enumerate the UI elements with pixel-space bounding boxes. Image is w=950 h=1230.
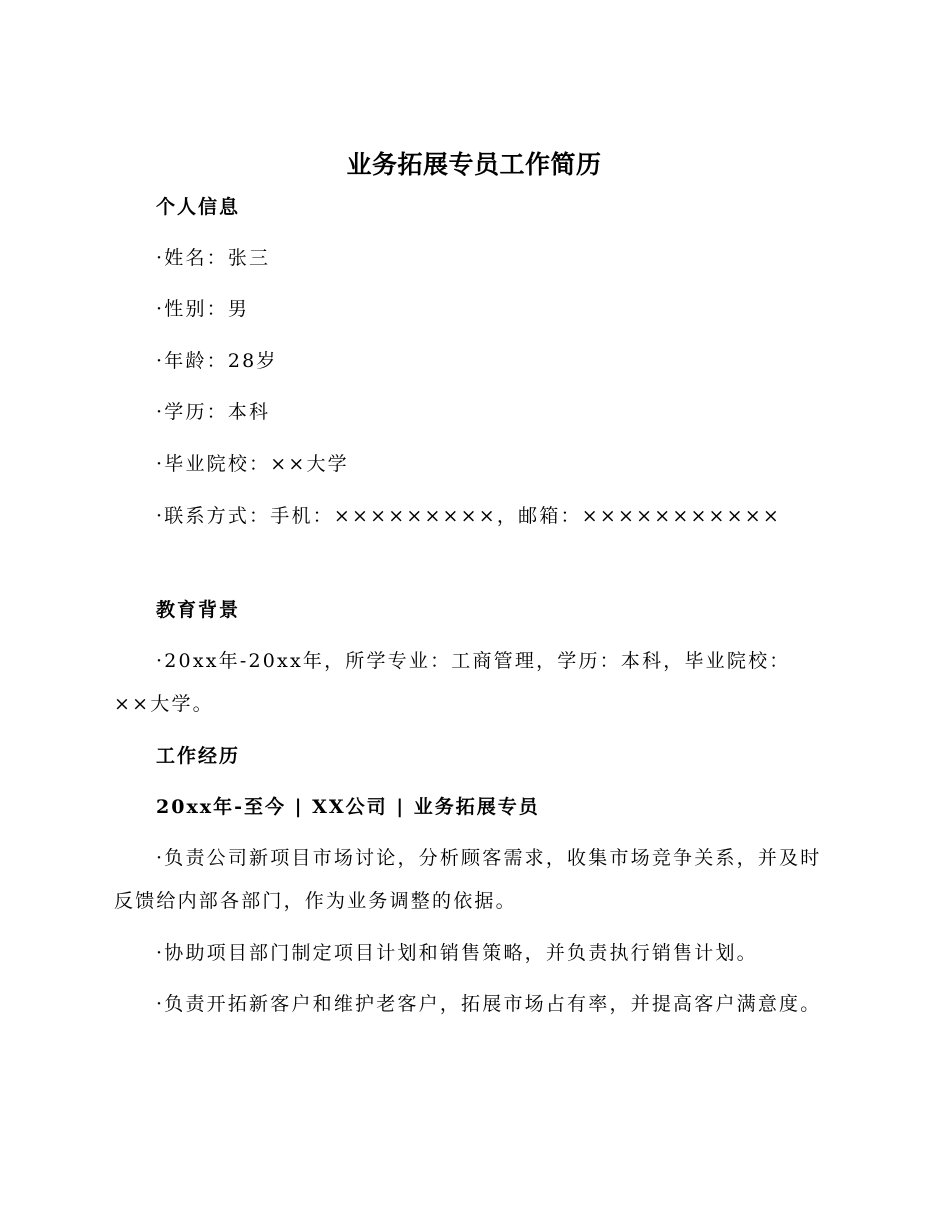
work-duty-2: ·协助项目部门制定项目计划和销售策略，并负责执行销售计划。 (156, 942, 758, 964)
document-title: 业务拓展专员工作简历 (346, 150, 602, 179)
section-heading-education: 教育背景 (156, 599, 241, 621)
personal-education: ·学历：本科 (156, 401, 271, 423)
personal-age: ·年龄：28岁 (156, 350, 278, 372)
education-item: ·20xx年-20xx年，所学专业：工商管理，学历：本科，毕业院校：××大学。 (114, 650, 791, 715)
personal-school: ·毕业院校：××大学 (156, 453, 349, 475)
work-duty-3: ·负责开拓新客户和维护老客户，拓展市场占有率，并提高客户满意度。 (156, 993, 822, 1015)
section-heading-personal: 个人信息 (156, 196, 241, 218)
work-position: 20xx年-至今 | XX公司 | 业务拓展专员 (156, 796, 540, 818)
personal-gender: ·性别：男 (156, 298, 250, 320)
section-heading-work: 工作经历 (156, 745, 241, 767)
personal-contact: ·联系方式：手机：×××××××××，邮箱：××××××××××× (156, 505, 782, 527)
personal-name: ·姓名：张三 (156, 247, 271, 269)
work-duty-1: ·负责公司新项目市场讨论，分析顾客需求，收集市场竞争关系，并及时反馈给内部各部门，作为业务调整的依据。 (114, 847, 822, 912)
